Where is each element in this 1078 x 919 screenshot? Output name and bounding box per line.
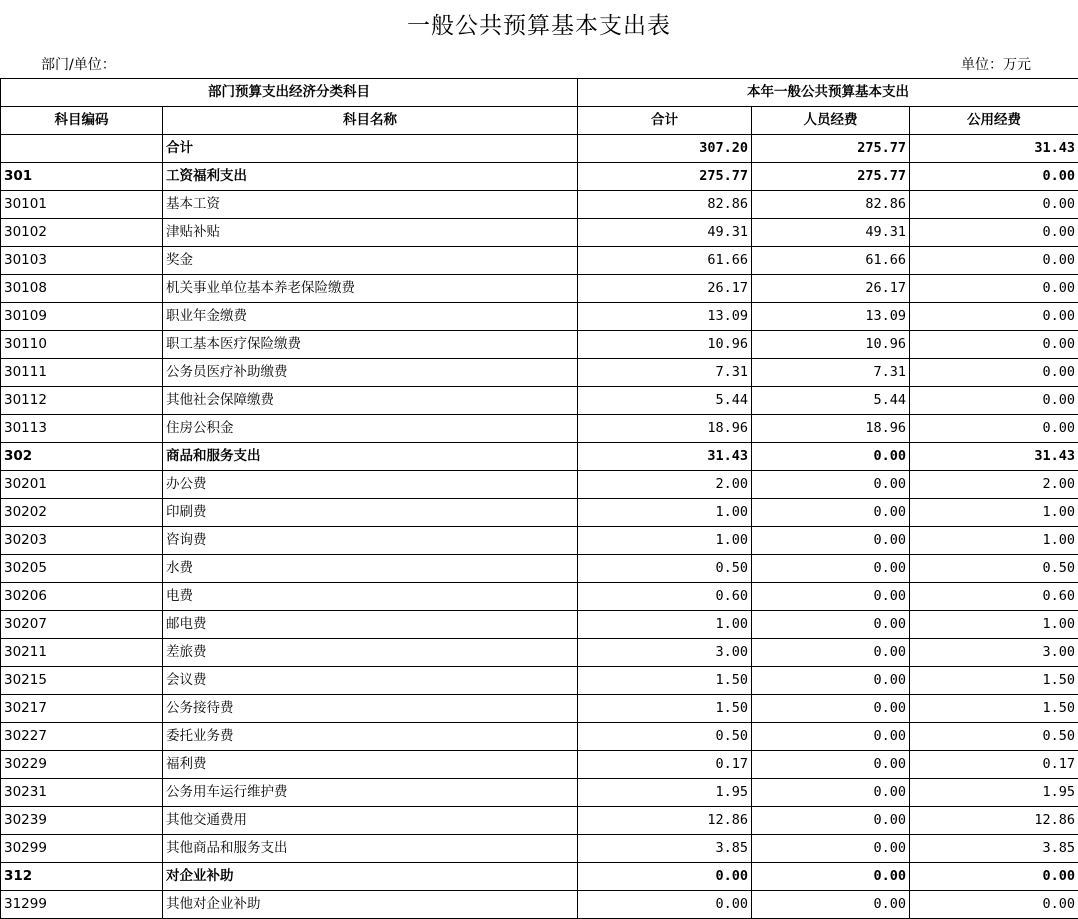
row-total-cell: 10.96	[578, 331, 752, 359]
row-public-cell: 0.00	[910, 387, 1078, 415]
row-code-cell: 30207	[1, 611, 163, 639]
page-title: 一般公共预算基本支出表	[407, 13, 671, 39]
table-row	[1, 471, 1078, 499]
row-total-cell: 31.43	[578, 443, 752, 471]
row-personnel-cell: 0.00	[752, 723, 910, 751]
row-personnel-cell: 0.00	[752, 779, 910, 807]
row-personnel-cell: 0.00	[752, 471, 910, 499]
row-personnel-cell: 275.77	[752, 135, 910, 163]
row-public-cell: 1.50	[910, 695, 1078, 723]
table-row	[1, 751, 1078, 779]
column-header-public: 公用经费	[910, 107, 1078, 135]
row-total-cell: 0.00	[578, 891, 752, 919]
group-header-row	[1, 79, 1078, 107]
row-name-cell: 工资福利支出	[163, 163, 578, 191]
row-code-cell: 30108	[1, 275, 163, 303]
row-public-cell: 1.00	[910, 499, 1078, 527]
department-label: 部门/单位：	[41, 57, 116, 73]
row-name-cell: 职业年金缴费	[163, 303, 578, 331]
row-name-cell: 基本工资	[163, 191, 578, 219]
row-total-cell: 1.00	[578, 499, 752, 527]
row-code-cell: 30239	[1, 807, 163, 835]
row-public-cell: 0.00	[910, 247, 1078, 275]
row-code-cell: 30211	[1, 639, 163, 667]
row-personnel-cell: 0.00	[752, 863, 910, 891]
table-row	[1, 415, 1078, 443]
classification-group-header: 部门预算支出经济分类科目	[1, 79, 578, 107]
table-row	[1, 219, 1078, 247]
row-personnel-cell: 0.00	[752, 751, 910, 779]
row-code-cell: 30202	[1, 499, 163, 527]
row-code-cell: 30299	[1, 835, 163, 863]
table-row	[1, 275, 1078, 303]
row-personnel-cell: 0.00	[752, 695, 910, 723]
row-name-cell: 奖金	[163, 247, 578, 275]
table-row	[1, 387, 1078, 415]
row-code-cell: 30103	[1, 247, 163, 275]
row-personnel-cell: 0.00	[752, 555, 910, 583]
row-public-cell: 0.00	[910, 275, 1078, 303]
row-public-cell: 0.00	[910, 303, 1078, 331]
row-public-cell: 0.17	[910, 751, 1078, 779]
column-header-personnel: 人员经费	[752, 107, 910, 135]
table-row	[1, 583, 1078, 611]
table-row	[1, 303, 1078, 331]
row-public-cell: 2.00	[910, 471, 1078, 499]
row-name-cell: 合计	[163, 135, 578, 163]
table-row	[1, 443, 1078, 471]
row-total-cell: 3.00	[578, 639, 752, 667]
table-row	[1, 891, 1078, 919]
table-row	[1, 807, 1078, 835]
row-total-cell: 18.96	[578, 415, 752, 443]
column-header-name: 科目名称	[163, 107, 578, 135]
row-public-cell: 0.00	[910, 415, 1078, 443]
column-header-total: 合计	[578, 107, 752, 135]
row-public-cell: 31.43	[910, 135, 1078, 163]
row-personnel-cell: 0.00	[752, 891, 910, 919]
table-row	[1, 191, 1078, 219]
row-personnel-cell: 275.77	[752, 163, 910, 191]
row-name-cell: 商品和服务支出	[163, 443, 578, 471]
row-personnel-cell: 0.00	[752, 835, 910, 863]
row-personnel-cell: 0.00	[752, 807, 910, 835]
table-row	[1, 723, 1078, 751]
table-row	[1, 135, 1078, 163]
table-row	[1, 247, 1078, 275]
row-public-cell: 3.85	[910, 835, 1078, 863]
row-name-cell: 其他社会保障缴费	[163, 387, 578, 415]
row-total-cell: 13.09	[578, 303, 752, 331]
row-code-cell: 30112	[1, 387, 163, 415]
row-public-cell: 1.50	[910, 667, 1078, 695]
row-personnel-cell: 0.00	[752, 583, 910, 611]
row-total-cell: 26.17	[578, 275, 752, 303]
row-code-cell: 30215	[1, 667, 163, 695]
row-name-cell: 电费	[163, 583, 578, 611]
row-total-cell: 275.77	[578, 163, 752, 191]
row-name-cell: 其他交通费用	[163, 807, 578, 835]
table-row	[1, 527, 1078, 555]
row-name-cell: 其他对企业补助	[163, 891, 578, 919]
table-header	[1, 79, 1078, 135]
table-row	[1, 163, 1078, 191]
table-row	[1, 667, 1078, 695]
row-code-cell: 30217	[1, 695, 163, 723]
row-total-cell: 1.50	[578, 667, 752, 695]
row-personnel-cell: 0.00	[752, 443, 910, 471]
row-total-cell: 1.95	[578, 779, 752, 807]
row-name-cell: 水费	[163, 555, 578, 583]
row-total-cell: 12.86	[578, 807, 752, 835]
row-name-cell: 福利费	[163, 751, 578, 779]
row-personnel-cell: 0.00	[752, 527, 910, 555]
table-row	[1, 639, 1078, 667]
row-personnel-cell: 26.17	[752, 275, 910, 303]
row-public-cell: 0.00	[910, 863, 1078, 891]
row-code-cell: 312	[1, 863, 163, 891]
row-personnel-cell: 7.31	[752, 359, 910, 387]
row-code-cell: 30227	[1, 723, 163, 751]
row-code-cell: 30201	[1, 471, 163, 499]
table-row	[1, 555, 1078, 583]
row-name-cell: 职工基本医疗保险缴费	[163, 331, 578, 359]
row-personnel-cell: 0.00	[752, 611, 910, 639]
row-total-cell: 2.00	[578, 471, 752, 499]
table-row	[1, 779, 1078, 807]
column-header-code: 科目编码	[1, 107, 163, 135]
table-row	[1, 499, 1078, 527]
row-name-cell: 其他商品和服务支出	[163, 835, 578, 863]
row-name-cell: 住房公积金	[163, 415, 578, 443]
row-personnel-cell: 10.96	[752, 331, 910, 359]
row-public-cell: 12.86	[910, 807, 1078, 835]
row-name-cell: 咨询费	[163, 527, 578, 555]
row-total-cell: 61.66	[578, 247, 752, 275]
row-total-cell: 0.50	[578, 555, 752, 583]
row-public-cell: 3.00	[910, 639, 1078, 667]
row-name-cell: 对企业补助	[163, 863, 578, 891]
row-code-cell: 30231	[1, 779, 163, 807]
row-personnel-cell: 13.09	[752, 303, 910, 331]
row-name-cell: 邮电费	[163, 611, 578, 639]
budget-table	[0, 78, 1078, 919]
row-name-cell: 会议费	[163, 667, 578, 695]
row-name-cell: 公务员医疗补助缴费	[163, 359, 578, 387]
row-personnel-cell: 82.86	[752, 191, 910, 219]
row-name-cell: 公务接待费	[163, 695, 578, 723]
row-name-cell: 津贴补贴	[163, 219, 578, 247]
row-public-cell: 0.00	[910, 163, 1078, 191]
row-public-cell: 1.95	[910, 779, 1078, 807]
row-personnel-cell: 18.96	[752, 415, 910, 443]
row-personnel-cell: 61.66	[752, 247, 910, 275]
row-personnel-cell: 0.00	[752, 639, 910, 667]
row-personnel-cell: 5.44	[752, 387, 910, 415]
row-public-cell: 0.00	[910, 891, 1078, 919]
column-header-row	[1, 107, 1078, 135]
table-row	[1, 835, 1078, 863]
table-row	[1, 359, 1078, 387]
table-row	[1, 331, 1078, 359]
unit-label: 单位：万元	[961, 57, 1031, 73]
row-name-cell: 办公费	[163, 471, 578, 499]
row-name-cell: 印刷费	[163, 499, 578, 527]
row-code-cell: 30203	[1, 527, 163, 555]
row-code-cell: 302	[1, 443, 163, 471]
row-total-cell: 5.44	[578, 387, 752, 415]
row-name-cell: 差旅费	[163, 639, 578, 667]
row-total-cell: 0.50	[578, 723, 752, 751]
row-code-cell: 30113	[1, 415, 163, 443]
row-code-cell: 30109	[1, 303, 163, 331]
current-year-group-header: 本年一般公共预算基本支出	[578, 79, 1078, 107]
row-total-cell: 1.50	[578, 695, 752, 723]
row-public-cell: 0.00	[910, 359, 1078, 387]
row-code-cell	[1, 135, 163, 163]
row-personnel-cell: 0.00	[752, 667, 910, 695]
row-code-cell: 301	[1, 163, 163, 191]
row-public-cell: 0.50	[910, 555, 1078, 583]
row-total-cell: 82.86	[578, 191, 752, 219]
row-name-cell: 公务用车运行维护费	[163, 779, 578, 807]
row-personnel-cell: 49.31	[752, 219, 910, 247]
row-name-cell: 机关事业单位基本养老保险缴费	[163, 275, 578, 303]
row-code-cell: 30101	[1, 191, 163, 219]
row-total-cell: 7.31	[578, 359, 752, 387]
row-public-cell: 0.50	[910, 723, 1078, 751]
row-public-cell: 31.43	[910, 443, 1078, 471]
row-public-cell: 0.00	[910, 219, 1078, 247]
row-code-cell: 30102	[1, 219, 163, 247]
row-total-cell: 307.20	[578, 135, 752, 163]
table-body	[1, 135, 1078, 919]
row-public-cell: 1.00	[910, 527, 1078, 555]
row-public-cell: 0.00	[910, 191, 1078, 219]
row-total-cell: 0.60	[578, 583, 752, 611]
table-row	[1, 695, 1078, 723]
table-row	[1, 611, 1078, 639]
row-personnel-cell: 0.00	[752, 499, 910, 527]
row-code-cell: 30206	[1, 583, 163, 611]
row-code-cell: 30205	[1, 555, 163, 583]
row-code-cell: 30111	[1, 359, 163, 387]
table-row	[1, 863, 1078, 891]
row-name-cell: 委托业务费	[163, 723, 578, 751]
row-total-cell: 1.00	[578, 527, 752, 555]
row-total-cell: 0.17	[578, 751, 752, 779]
row-public-cell: 0.60	[910, 583, 1078, 611]
row-total-cell: 3.85	[578, 835, 752, 863]
row-total-cell: 1.00	[578, 611, 752, 639]
row-code-cell: 30110	[1, 331, 163, 359]
row-total-cell: 0.00	[578, 863, 752, 891]
row-public-cell: 0.00	[910, 331, 1078, 359]
row-code-cell: 31299	[1, 891, 163, 919]
row-total-cell: 49.31	[578, 219, 752, 247]
row-code-cell: 30229	[1, 751, 163, 779]
row-public-cell: 1.00	[910, 611, 1078, 639]
